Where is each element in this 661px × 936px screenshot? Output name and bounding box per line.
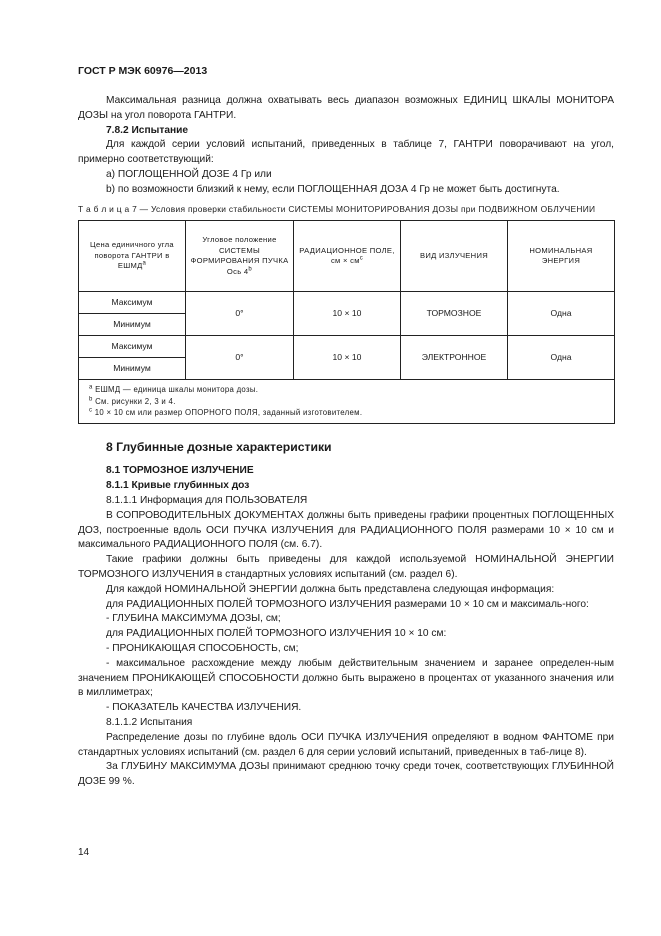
footnote: $^b$ См. рисунки 2, 3 и 4. [89, 395, 176, 406]
section-heading: 8 Глубинные дозные характеристики [106, 439, 332, 454]
paragraph: За ГЛУБИНУ МАКСИМУМА ДОЗЫ принимают среднюю точку среди точек, соответствующих ГЛУБИННОЙ ДОЗЕ 99 %. [78, 761, 614, 788]
table-row [79, 336, 615, 358]
table-cell: Минимум [79, 358, 186, 380]
paragraph: для РАДИАЦИОННЫХ ПОЛЕЙ ТОРМОЗНОГО ИЗЛУЧЕНИЯ 10 × 10 см: [106, 628, 447, 640]
page-number: 14 [78, 847, 90, 858]
list-item: - ПОКАЗАТЕЛЬ КАЧЕСТВА ИЗЛУЧЕНИЯ. [106, 702, 302, 714]
paragraph: В СОПРОВОДИТЕЛЬНЫХ ДОКУМЕНТАХ должны быть приведены графики процентных ПОГЛОЩЕННЫХ ДОЗ, построенные вдоль ОСИ ПУЧКА ИЗЛУЧЕНИЯ для РАДИАЦИОННОГО ПОЛЯ размерами 10 × 10 см и максимального РАДИАЦИОННОГО ПОЛЯ (см. 6.7). [78, 509, 614, 551]
subsection-heading: 8.1.1.2 Испытания [106, 716, 193, 728]
table-row [79, 292, 615, 314]
subsection-heading: 8.1.1.1 Информация для ПОЛЬЗОВАТЕЛЯ [106, 494, 308, 506]
paragraph: Такие графики должны быть приведены для каждой используемой НОМИНАЛЬНОЙ ЭНЕРГИИ ТОРМОЗНОГО ИЗЛУЧЕНИЯ в стандартных условиях испытаний (см. раздел 6). [78, 554, 614, 580]
paragraph: Для каждой серии условий испытаний, приведенных в таблице 7, ГАНТРИ поворачивают на угол, примерно соответствующий: [78, 139, 614, 166]
table-cell: Одна [508, 336, 615, 380]
table-7 [78, 220, 615, 424]
list-item: - максимальное расхождение между любым действительным значением и заранее определен-ным значением ПРОНИКАЮЩЕЙ СПОСОБНОСТИ должно быть выражено в процентах от указанного значения или в миллиметрах; [78, 657, 614, 699]
list-item: - ГЛУБИНА МАКСИМУМА ДОЗЫ, см; [106, 613, 281, 625]
paragraph: для РАДИАЦИОННЫХ ПОЛЕЙ ТОРМОЗНОГО ИЗЛУЧЕНИЯ размерами 10 × 10 см и максималь-ного: [106, 598, 589, 610]
table-cell: ТОРМОЗНОЕ [401, 292, 508, 336]
header-cell: Угловое положение СИСТЕМЫ ФОРМИРОВАНИЯ ПУЧКА Ось 4$^b$ [186, 221, 294, 292]
header-cell: РАДИАЦИОННОЕ ПОЛЕ, см × $см^c$ [294, 221, 401, 292]
list-item-a: а) ПОГЛОЩЕННОЙ ДОЗЕ 4 Гр или [106, 168, 272, 180]
subsection-heading: 7.8.2 Испытание [106, 124, 189, 136]
table-cell: Максимум [79, 336, 186, 358]
footnote: $^a$ ЕШМД — единица шкалы монитора дозы. [89, 384, 259, 395]
table-cell: Одна [508, 292, 615, 336]
footnote: $^c$ 10 × 10 см или размер ОПОРНОГО ПОЛЯ, заданный изготовителем. [89, 407, 363, 418]
table-header-row [79, 221, 615, 292]
table-cell: 10 × 10 [294, 336, 401, 380]
paragraph: Максимальная разница должна охватывать весь диапазон возможных ЕДИНИЦ ШКАЛЫ МОНИТОРА ДОЗЫ на угол поворота ГАНТРИ. [78, 95, 614, 121]
page-content [78, 94, 614, 790]
list-item-b: b) по возможности близкий к нему, если ПОГЛОЩЕННАЯ ДОЗА 4 Гр не может быть достигнута. [106, 183, 560, 195]
table-cell: Минимум [79, 314, 186, 336]
header-cell: ВИД ИЗЛУЧЕНИЯ [401, 221, 508, 292]
list-item: - ПРОНИКАЮЩАЯ СПОСОБНОСТЬ, см; [106, 642, 299, 654]
table-cell: ЭЛЕКТРОННОЕ [401, 336, 508, 380]
header-cell: Цена единичного угла поворота ГАНТРИ в ЕШМД$^a$ [79, 221, 186, 292]
table-caption: Т а б л и ц а 7 — Условия проверки стабильности СИСТЕМЫ МОНИТОРИРОВАНИЯ ДОЗЫ при ПОДВИЖНОМ ОБЛУЧЕНИИ [78, 203, 596, 214]
paragraph: Для каждой НОМИНАЛЬНОЙ ЭНЕРГИИ должна быть представлена следующая информация: [106, 583, 555, 595]
table-cell: Максимум [79, 292, 186, 314]
subsection-heading: 8.1.1 Кривые глубинных доз [106, 480, 250, 492]
document-header: ГОСТ Р МЭК 60976—2013 [78, 65, 208, 77]
table-footnote-row [79, 380, 615, 424]
table-cell: 0° [186, 336, 294, 380]
table-footnotes [79, 380, 615, 424]
table-cell: 10 × 10 [294, 292, 401, 336]
subsection-heading: 8.1 ТОРМОЗНОЕ ИЗЛУЧЕНИЕ [106, 465, 254, 477]
paragraph: Распределение дозы по глубине вдоль ОСИ ПУЧКА ИЗЛУЧЕНИЯ определяют в водном ФАНТОМЕ при стандартных условиях испытаний (см. раздел 6 для серии условий испытаний, приведенных в таб-лице 8). [78, 731, 614, 758]
table-cell: 0° [186, 292, 294, 336]
header-cell: НОМИНАЛЬНАЯ ЭНЕРГИЯ [508, 221, 615, 292]
